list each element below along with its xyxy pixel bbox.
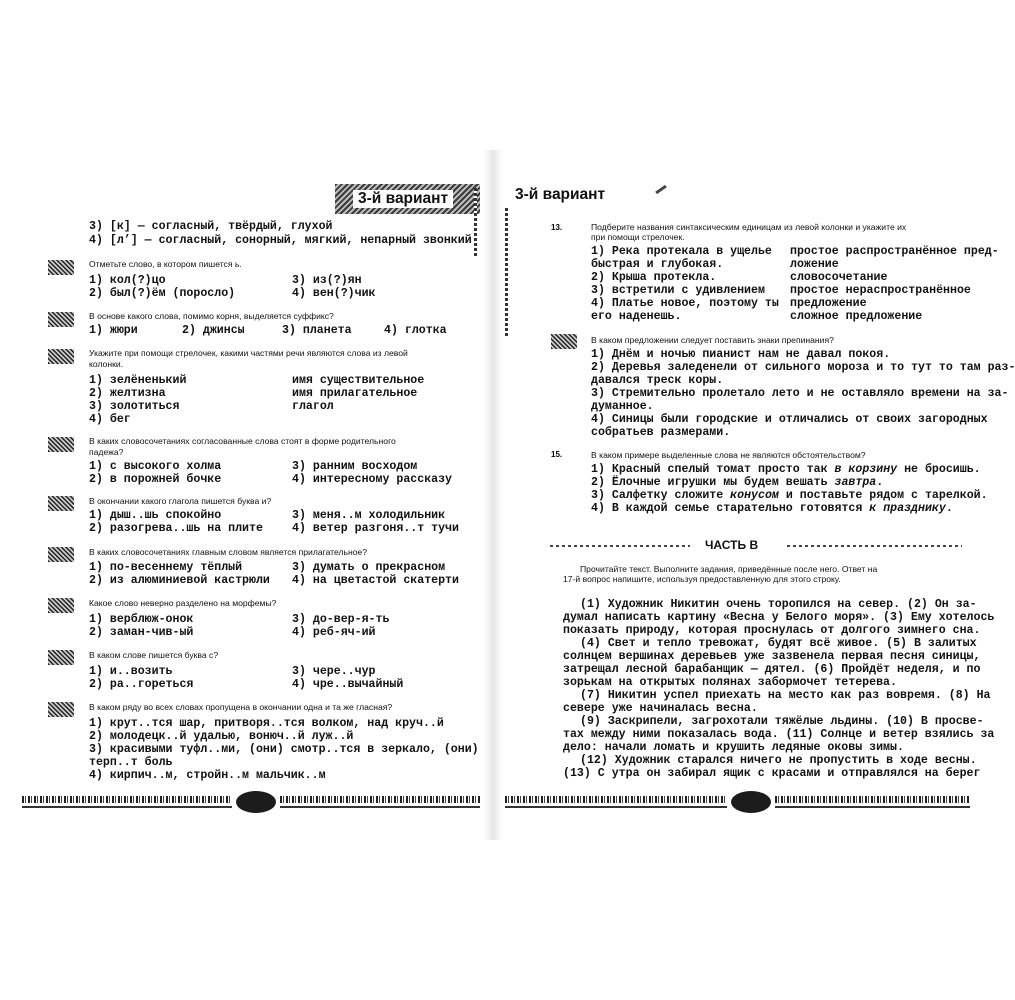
match-target[interactable]: простое распространённое пред- — [790, 245, 999, 258]
question-text: колонки. — [89, 359, 124, 369]
answer-option[interactable]: 2) Деревья заледенели от сильного мороза и то тут то там раз- — [591, 361, 1015, 374]
footer-rule — [775, 806, 970, 808]
answer-option[interactable]: 4) Платье новое, поэтому ты — [591, 297, 779, 310]
left-page — [22, 168, 480, 830]
variant-title-banner — [335, 184, 480, 214]
answer-option[interactable]: 4) на цветастой скатерти — [292, 574, 459, 587]
text-line: дело: начали ломать и крушить ледяные оковы зимы. — [563, 741, 904, 754]
question-text: Подберите названия синтаксическим единицам из левой колонки и укажите их — [591, 222, 907, 232]
footer-rule — [22, 806, 232, 808]
footer-band — [775, 796, 970, 803]
question-number-badge — [48, 547, 74, 562]
answer-option[interactable]: 4) реб-яч-ий — [292, 626, 376, 639]
answer-option[interactable]: 2) в порожней бочке — [89, 473, 222, 486]
text-line: зорькам на открытых полянах забормочет тетерева. — [563, 676, 897, 689]
question-number-badge — [48, 260, 74, 275]
match-target[interactable]: имя прилагательное — [292, 387, 418, 400]
footer-rule — [505, 806, 727, 808]
answer-option[interactable]: 1) Днём и ночью пианист нам не давал покоя. — [591, 348, 891, 361]
section-divider — [550, 545, 690, 547]
answer-option[interactable]: 4) ветер разгоня..т тучи — [292, 522, 459, 535]
intro-line: 4) [л’] — согласный, сонорный, мягкий, непарный звонкий — [89, 234, 472, 247]
answer-option[interactable]: 4) Синицы были городские и отличались от своих загородных — [591, 413, 988, 426]
text-line: (4) Свет и тепло тревожат, будят всё живое. (5) В залитых — [580, 637, 977, 650]
answer-option-continued: собратьев размерами. — [591, 426, 731, 439]
question-text: Укажите при помощи стрелочек, какими частями речи являются слова из левой — [89, 348, 408, 358]
question-text: падежа? — [89, 447, 124, 457]
highlighted-words: завтра — [834, 476, 877, 489]
instruction-text: Прочитайте текст. Выполните задания, приведённые после него. Ответ на — [580, 564, 878, 574]
question-text: В каких словосочетаниях согласованные слова стоят в форме родительного — [89, 436, 396, 446]
variant-title: 3-й вариант — [353, 190, 453, 208]
highlighted-words: в корзину — [834, 463, 898, 476]
question-number-badge — [48, 650, 74, 665]
text-line: севере уже начиналась весна. — [563, 702, 758, 715]
text-line: (9) Заскрипели, загрохотали тяжёлые льдины. (10) В просве- — [580, 715, 984, 728]
text-line: солнцем вершинах деревьев уже зазвенела первая песня синицы, — [563, 650, 981, 663]
answer-option[interactable]: 3) золотиться — [89, 400, 180, 413]
page-number-oval — [731, 791, 771, 813]
answer-option[interactable]: 3) красивыми туфл..ми, (они) смотр..тся в зеркало, (они) — [89, 743, 479, 756]
highlighted-words: конусом — [730, 489, 779, 502]
answer-option-continued: терп..т боль — [89, 756, 173, 769]
answer-option[interactable]: 1) Река протекала в ущелье — [591, 245, 772, 258]
book-gutter — [483, 150, 503, 840]
text-line: (7) Никитин успел приехать на место как раз вовремя. (8) На — [580, 689, 991, 702]
highlighted-words: к празднику — [869, 502, 946, 515]
answer-option[interactable]: 2) молодецк..й удалью, вонюч..й луж..й — [89, 730, 354, 743]
option-text: 2) Ёлочные игрушки мы будем вешать — [591, 476, 835, 489]
question-number-badge — [48, 349, 74, 364]
answer-option[interactable]: 3) думать о прекрасном — [292, 561, 446, 574]
answer-option[interactable]: 1) кол(?)цо — [89, 274, 166, 287]
intro-line: 3) [к] — согласный, твёрдый, глухой — [89, 220, 333, 233]
question-text: В каком предложении следует поставить знаки препинания? — [591, 335, 834, 345]
question-text: В окончании какого глагола пишется буква и? — [89, 496, 272, 506]
answer-option[interactable]: 3) меня..м холодильник — [292, 509, 446, 522]
match-target[interactable]: имя существительное — [292, 374, 425, 387]
question-text: В основе какого слова, помимо корня, выделяется суффикс? — [89, 311, 334, 321]
match-target-continued: предложение — [790, 297, 867, 310]
answer-option-continued: давался треск коры. — [591, 374, 724, 387]
answer-option[interactable]: 2) заман-чив-ый — [89, 626, 194, 639]
answer-option[interactable]: 2) из алюминиевой кастрюли — [89, 574, 270, 587]
option-text: не бросишь. — [897, 463, 981, 476]
answer-option[interactable]: 3) Стремительно пролетало лето и не оставляло времени на за- — [591, 387, 1009, 400]
text-line: думал написать картину «Весна у Белого моря». (3) Ему хотелось — [563, 611, 995, 624]
answer-option[interactable]: 4) вен(?)чик — [292, 287, 376, 300]
answer-option[interactable]: 2) желтизна — [89, 387, 166, 400]
text-line: затрещал лесной барабанщик — дятел. (6) Пройдёт неделя, и по — [563, 663, 981, 676]
answer-option[interactable]: 1) крут..тся шар, притворя..тся волком, над круч..й — [89, 717, 444, 730]
question-number-badge — [551, 334, 577, 349]
match-target-continued: ложение — [790, 258, 839, 271]
option-text: 4) В каждой семье старательно готовятся — [591, 502, 870, 515]
right-page — [505, 168, 1015, 830]
answer-option[interactable]: 2) джинсы — [182, 324, 245, 337]
answer-option[interactable]: 2) Крыша протекла. — [591, 271, 717, 284]
answer-option[interactable]: 4) бег — [89, 413, 131, 426]
text-line: (1) Художник Никитин очень торопился на север. (2) Он за- — [580, 598, 977, 611]
question-number-badge — [48, 437, 74, 452]
question-number: 15. — [551, 450, 563, 459]
question-number-badge — [48, 496, 74, 511]
answer-option[interactable] — [591, 502, 953, 515]
question-text: В каком примере выделенные слова не являются обстоятельством? — [591, 450, 866, 460]
instruction-text: 17-й вопрос напишите, используя предоставленную для этого строку. — [563, 574, 841, 584]
question-text: В каких словосочетаниях главным словом является прилагательное? — [89, 547, 368, 557]
question-number-badge — [48, 312, 74, 327]
page-number-oval — [236, 791, 276, 813]
answer-option[interactable]: 1) верблюж-онок — [89, 613, 194, 626]
answer-option[interactable]: 3) встретили с удивлением — [591, 284, 765, 297]
option-text: и поставьте рядом с тарелкой. — [778, 489, 988, 502]
footer-band — [22, 796, 232, 803]
page-edge-decoration — [474, 188, 477, 258]
page-edge-decoration — [505, 208, 508, 338]
footer-band — [505, 796, 727, 803]
title-decoration — [655, 185, 667, 194]
answer-option[interactable]: 1) по-весеннему тёплый — [89, 561, 243, 574]
question-number-badge — [48, 598, 74, 613]
variant-title: 3-й вариант — [515, 186, 606, 203]
match-target[interactable]: глагол — [292, 400, 334, 413]
answer-option[interactable]: 3) планета — [282, 324, 352, 337]
answer-option[interactable]: 4) чре..вычайный — [292, 678, 404, 691]
question-text: В каком ряду во всех словах пропущена в окончании одна и та же гласная? — [89, 702, 393, 712]
question-number-badge — [48, 702, 74, 717]
text-line: (13) С утра он забирал ящик с красами и отправлялся на берег — [563, 767, 981, 780]
answer-option[interactable]: 3) до-вер-я-ть — [292, 613, 390, 626]
answer-option[interactable]: 2) был(?)ём (поросло) — [89, 287, 236, 300]
question-text: В каком слове пишется буква с? — [89, 650, 219, 660]
answer-option[interactable]: 2) разогрева..шь на плите — [89, 522, 263, 535]
text-line: тах между ними показалась вода. (11) Солнце и ветер взялись за — [563, 728, 995, 741]
answer-option[interactable]: 1) жюри — [89, 324, 138, 337]
answer-option[interactable]: 1) зелёненький — [89, 374, 187, 387]
answer-option-continued: быстрая и глубокая. — [591, 258, 724, 271]
answer-option[interactable]: 4) глотка — [384, 324, 447, 337]
section-heading: ЧАСТЬ В — [705, 538, 759, 552]
answer-option[interactable]: 4) интересному рассказу — [292, 473, 453, 486]
answer-option[interactable]: 1) дыш..шь спокойно — [89, 509, 222, 522]
answer-option[interactable]: 4) кирпич..м, стройн..м мальчик..м — [89, 769, 326, 782]
match-target[interactable]: сложное предложение — [790, 310, 923, 323]
option-text: 1) Красный спелый томат просто так — [591, 463, 835, 476]
answer-option[interactable]: 3) ранним восходом — [292, 460, 418, 473]
answer-option[interactable]: 2) ра..гореться — [89, 678, 194, 691]
text-line: (12) Художник старался ничего не пропустить в ходе весны. — [580, 754, 977, 767]
option-text: . — [945, 502, 953, 515]
option-text: . — [876, 476, 884, 489]
footer-rule — [280, 806, 480, 808]
question-text: Отметьте слово, в котором пишется ь. — [89, 259, 242, 269]
answer-option[interactable] — [591, 489, 988, 502]
answer-option[interactable]: 1) с высокого холма — [89, 460, 222, 473]
answer-option[interactable]: 3) чере..чур — [292, 665, 376, 678]
text-line: показать природу, которая проснулась от долгого зимнего сна. — [563, 624, 981, 637]
answer-option[interactable] — [591, 476, 883, 489]
answer-option[interactable] — [591, 463, 981, 476]
question-number: 13. — [551, 223, 563, 232]
answer-option-continued: его наденешь. — [591, 310, 682, 323]
section-divider — [787, 545, 962, 547]
option-text: 3) Салфетку сложите — [591, 489, 731, 502]
answer-option[interactable]: 3) из(?)ян — [292, 274, 362, 287]
match-target[interactable]: словосочетание — [790, 271, 888, 284]
footer-band — [280, 796, 480, 803]
match-target[interactable]: простое нераспространённое — [790, 284, 971, 297]
answer-option-continued: думанное. — [591, 400, 654, 413]
answer-option[interactable]: 1) и..возить — [89, 665, 173, 678]
question-text: при помощи стрелочек. — [591, 232, 685, 242]
question-text: Какое слово неверно разделено на морфемы? — [89, 598, 277, 608]
